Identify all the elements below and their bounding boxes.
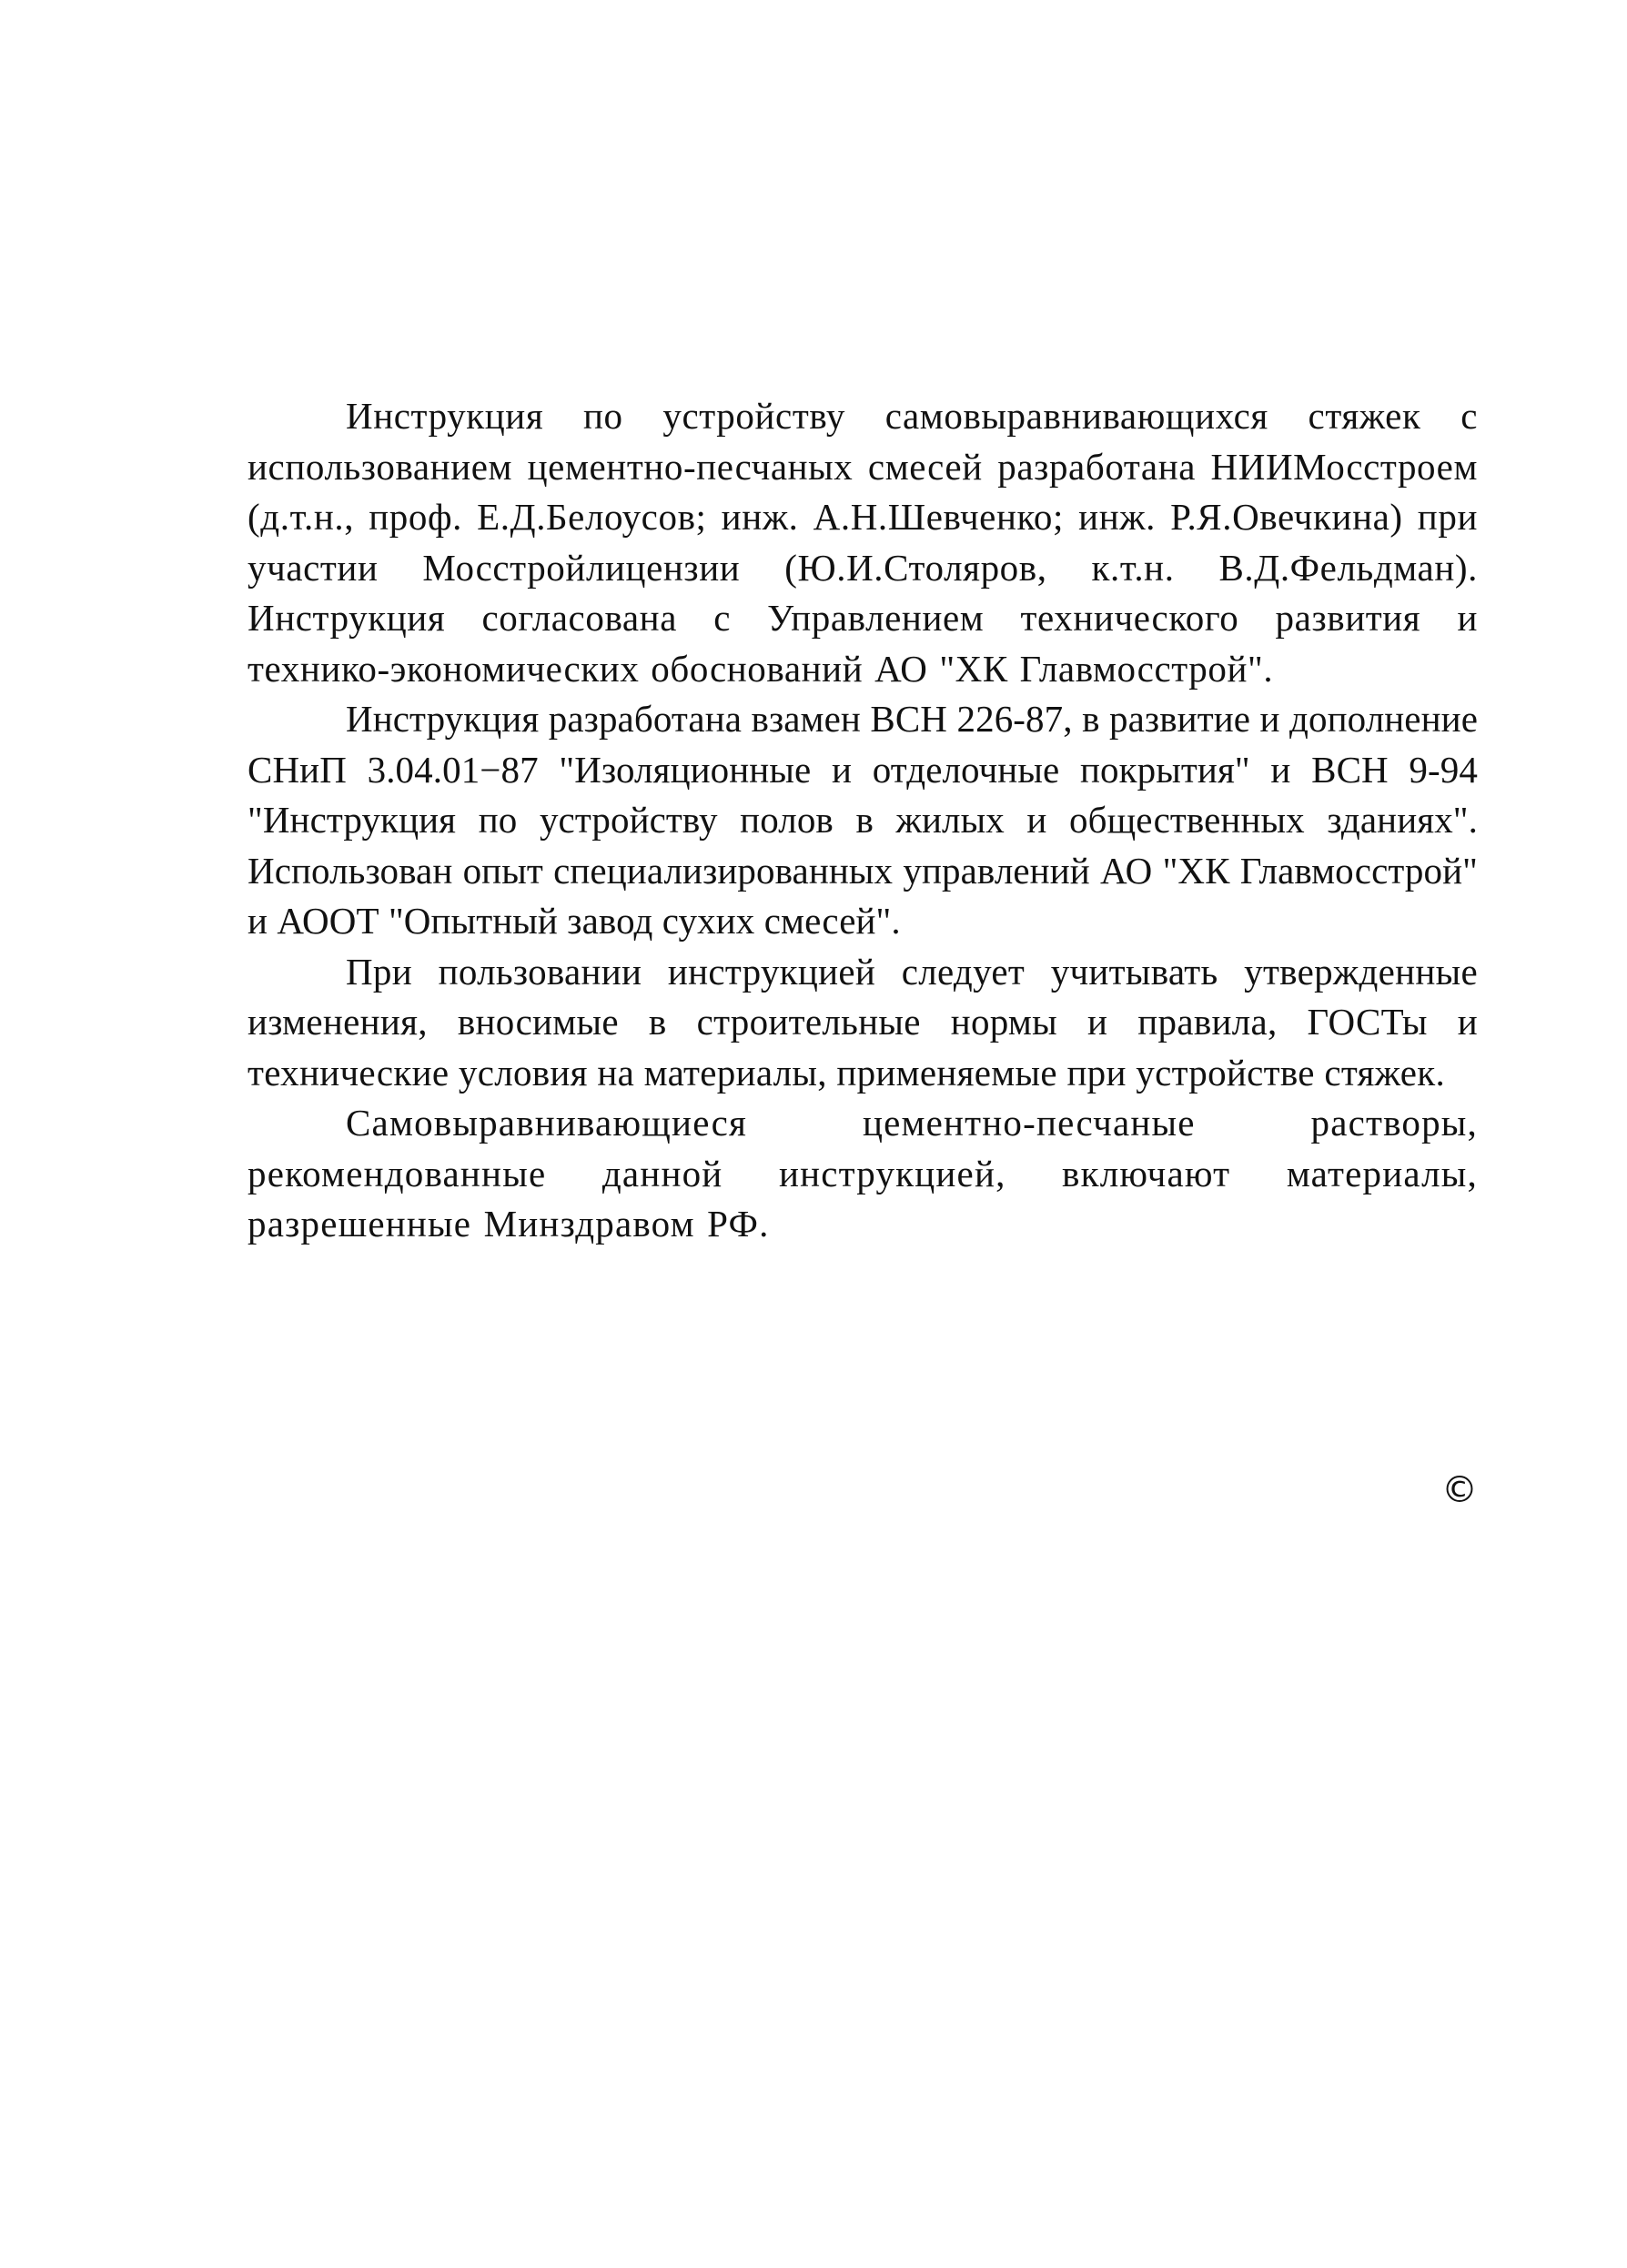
- paragraph-development-info: Инструкция по устройству самовыравнивающихся стяжек с использованием цементно-песчаных смесей разработана НИИМосстроем (д.т.н., проф. Е.Д.Белоусов; инж. А.Н.Шевченко; инж. Р.Я.Овечкина) при участии Мосстройлицензии (Ю.И.Столяров, к.т.н. В.Д.Фельдман). Инструкция согласована с Управлением технического развития и технико-экономических обоснований АО "ХК Главмосстрой".: [248, 395, 1478, 690]
- document-body: [248, 391, 1478, 1250]
- paragraph-replacement-info: Инструкция разработана взамен ВСН 226-87, в развитие и дополнение СНиП 3.04.01−87 "Изоляционные и отделочные покрытия" и ВСН 9-94 "Инструкция по устройству полов в жилых и общественных зданиях". Использован опыт специализированных управлений АО "ХК Главмосстрой" и АООТ "Опытный завод сухих смесей".: [248, 698, 1478, 942]
- paragraph-usage-note: При пользовании инструкцией следует учитывать утвержденные изменения, вносимые в строительные нормы и правила, ГОСТы и технические условия на материалы, применяемые при устройстве стяжек.: [248, 950, 1478, 1094]
- copyright-icon: ©: [1441, 1469, 1478, 1511]
- paragraph-materials-note: Самовыравнивающиеся цементно-песчаные растворы, рекомендованные данной инструкцией, включают материалы, разрешенные Минздравом РФ.: [248, 1102, 1478, 1245]
